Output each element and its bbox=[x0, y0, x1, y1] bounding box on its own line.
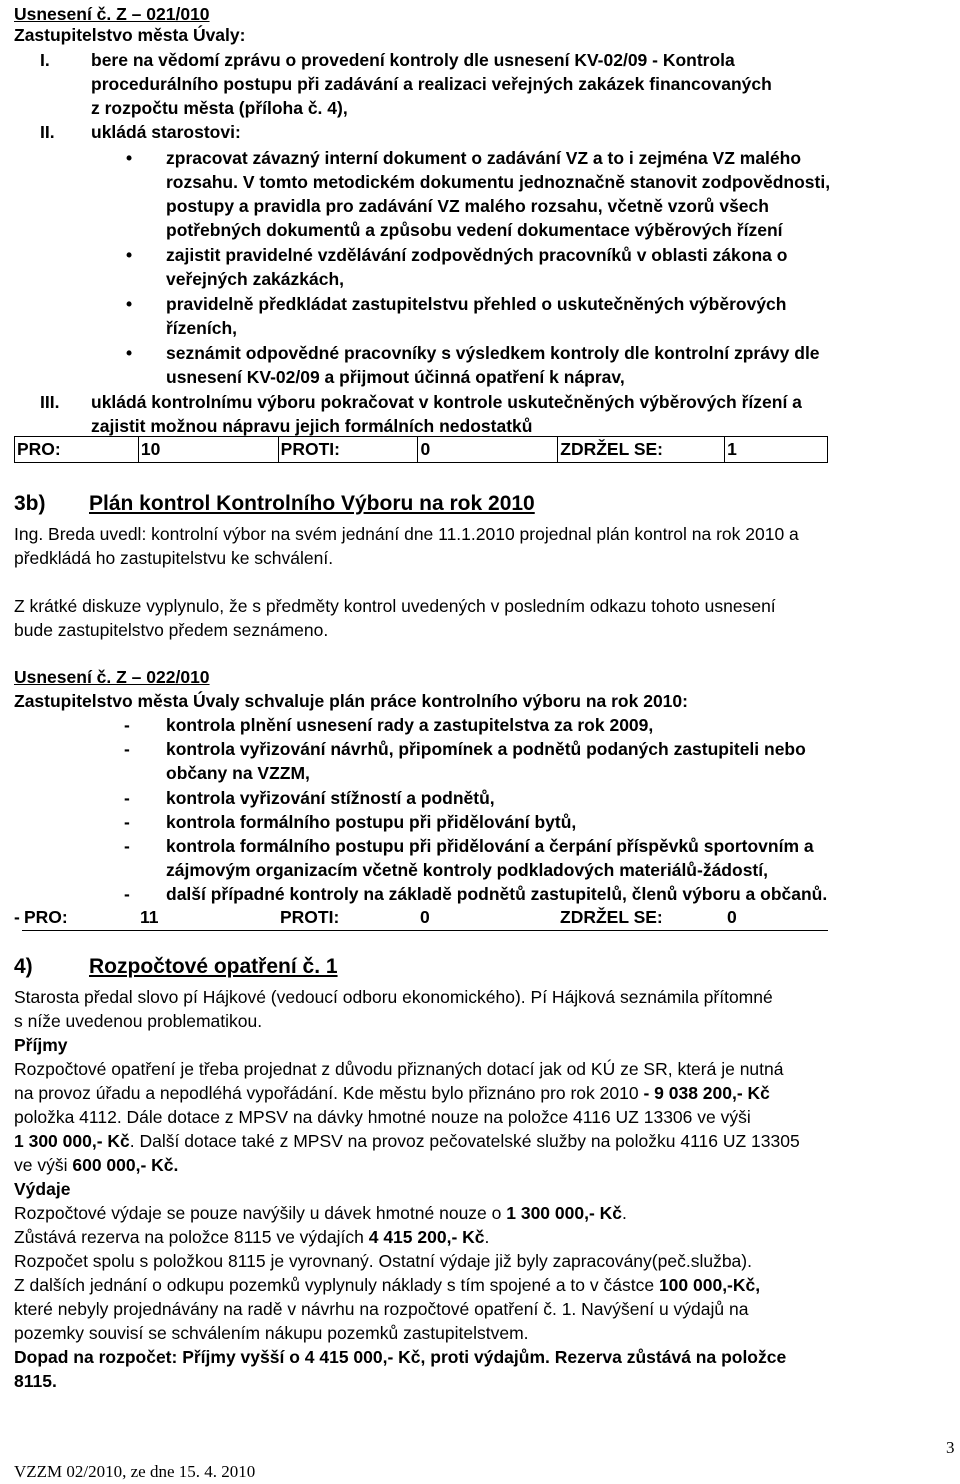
item-i-number: I. bbox=[40, 50, 50, 70]
item-i-line: z rozpočtu města (příloha č. 4), bbox=[91, 98, 348, 118]
plan-item: kontrola plnění usnesení rady a zastupitelstva za rok 2009, bbox=[166, 715, 654, 735]
bullet-line: veřejných zakázkách, bbox=[166, 269, 345, 289]
vote-pro-value: 11 bbox=[138, 904, 278, 930]
vydaje-line: pozemky souvisí se schválením nákupu pozemků zastupitelstvem. bbox=[14, 1323, 529, 1343]
plan-item: zájmovým organizacím včetně kontroly podkladových materiálů-žádostí, bbox=[166, 860, 768, 880]
dash-marker: - bbox=[124, 788, 130, 808]
bullet-line: rozsahu. V tomto metodickém dokumentu jednoznačně stanovit zodpovědnosti, bbox=[166, 172, 831, 192]
plan-item: kontrola vyřizování návrhů, připomínek a podnětů podaných zastupiteli nebo bbox=[166, 739, 806, 759]
section-4-title: Rozpočtové opatření č. 1 bbox=[89, 955, 338, 978]
item-iii-number: III. bbox=[40, 392, 60, 412]
dash-marker: - bbox=[124, 812, 130, 832]
resolution-022-title: Usnesení č. Z – 022/010 bbox=[14, 667, 210, 687]
vydaje-amount: 1 300 000,- Kč bbox=[506, 1203, 623, 1223]
prijmy-line bbox=[14, 1153, 178, 1178]
prijmy-line: položka 4112. Dále dotace z MPSV na dávky hmotné nouze na položce 4116 UZ 13306 ve výši bbox=[14, 1107, 751, 1127]
bullet-icon: • bbox=[126, 245, 133, 265]
plan-item: další případné kontroly na základě podnětů zastupitelů, členů výboru a občanů. bbox=[166, 884, 828, 904]
budget-impact-summary: Dopad na rozpočet: Příjmy vyšší o 4 415 000,- Kč, proti výdajům. Rezerva zůstává na položce bbox=[14, 1347, 787, 1367]
vote-pro-value: 10 bbox=[138, 437, 278, 463]
budget-impact-summary: 8115. bbox=[14, 1371, 57, 1391]
dash-marker: - bbox=[124, 715, 130, 735]
vydaje-line: Rozpočet spolu s položkou 8115 je vyrovnaný. Ostatní výdaje již byly zapracovány(peč.služba). bbox=[14, 1251, 752, 1271]
prijmy-heading: Příjmy bbox=[14, 1035, 68, 1055]
resolution-021-intro: Zastupitelstvo města Úvaly: bbox=[14, 25, 246, 45]
item-ii-number: II. bbox=[40, 122, 55, 142]
vote-proti-value: 0 bbox=[418, 904, 558, 930]
prijmy-line bbox=[14, 1081, 770, 1106]
resolution-021-title: Usnesení č. Z – 021/010 bbox=[14, 4, 210, 24]
vydaje-text: . bbox=[484, 1227, 490, 1247]
bullet-line: řízeních, bbox=[166, 318, 237, 338]
vydaje-line bbox=[14, 1225, 489, 1250]
bullet-line: pravidelně předkládat zastupitelstvu přehled o uskutečněných výběrových bbox=[166, 294, 787, 314]
vydaje-text: Z dalších jednání o odkupu pozemků vyplynuly náklady s tím spojené a to v částce bbox=[14, 1275, 659, 1295]
vote-pro-label: PRO: bbox=[15, 437, 139, 463]
section-4-intro: Starosta předal slovo pí Hájkové (vedoucí odboru ekonomického). Pí Hájková seznámila přítomné bbox=[14, 987, 773, 1007]
vydaje-heading: Výdaje bbox=[14, 1179, 71, 1199]
vote-proti-label: PROTI: bbox=[278, 904, 418, 930]
vydaje-line bbox=[14, 1201, 627, 1226]
resolution-022-intro: Zastupitelstvo města Úvaly schvaluje plán práce kontrolního výboru na rok 2010: bbox=[14, 691, 688, 711]
bullet-icon: • bbox=[126, 148, 133, 168]
vote-zdrzel-value: 0 bbox=[725, 904, 828, 930]
dash-marker: - bbox=[124, 884, 130, 904]
item-i-line: procedurálního postupu při zadávání a realizaci veřejných zakázek financovaných bbox=[91, 74, 772, 94]
vydaje-line: které nebyly projednávány na radě v návrhu na rozpočtové opatření č. 1. Navýšení u výdajů na bbox=[14, 1299, 749, 1319]
bullet-line: zpracovat závazný interní dokument o zadávání VZ a to i zejména VZ malého bbox=[166, 148, 802, 168]
section-3b-paragraph: Ing. Breda uvedl: kontrolní výbor na svém jednání dne 11.1.2010 projednal plán kontrol na rok 2010 a bbox=[14, 524, 799, 544]
plan-item: kontrola formálního postupu při přidělování a čerpání příspěvků sportovním a bbox=[166, 836, 814, 856]
section-4-intro: s níže uvedenou problematikou. bbox=[14, 1011, 263, 1031]
vydaje-line bbox=[14, 1273, 760, 1298]
bullet-line: usnesení KV-02/09 a přijmout účinná opatření k náprav, bbox=[166, 367, 625, 387]
prijmy-line: Rozpočtové opatření je třeba projednat z důvodu přiznaných dotací jak od KÚ ze SR, která je nutná bbox=[14, 1059, 784, 1079]
vydaje-text: . bbox=[622, 1203, 627, 1223]
plan-item: občany na VZZM, bbox=[166, 763, 310, 783]
vote-zdrzel-value: 1 bbox=[725, 437, 828, 463]
vote-zdrzel-label: ZDRŽEL SE: bbox=[558, 904, 725, 930]
prijmy-amount: - 9 038 200,- Kč bbox=[643, 1083, 770, 1103]
vote-lead-dash: - bbox=[14, 907, 20, 927]
item-ii-text: ukládá starostovi: bbox=[91, 122, 241, 142]
vote-zdrzel-label: ZDRŽEL SE: bbox=[558, 437, 725, 463]
item-iii-line: ukládá kontrolnímu výboru pokračovat v kontrole uskutečněných výběrových řízení a bbox=[91, 392, 802, 412]
bullet-icon: • bbox=[126, 343, 133, 363]
section-3b-number: 3b) bbox=[14, 492, 46, 515]
vote-table-022 bbox=[22, 904, 828, 931]
page-number: 3 bbox=[946, 1438, 955, 1457]
plan-item: kontrola formálního postupu při přidělování bytů, bbox=[166, 812, 577, 832]
prijmy-text: ve výši bbox=[14, 1155, 73, 1175]
vydaje-amount: 100 000,-Kč, bbox=[658, 1275, 761, 1295]
bullet-icon: • bbox=[126, 294, 133, 314]
prijmy-amount: 1 300 000,- Kč bbox=[14, 1131, 130, 1151]
item-i-line: bere na vědomí zprávu o provedení kontroly dle usnesení KV-02/09 - Kontrola bbox=[91, 50, 735, 70]
section-3b-paragraph: předkládá ho zastupitelstvu ke schválení. bbox=[14, 548, 334, 568]
section-3b-paragraph: Z krátké diskuze vyplynulo, že s předměty kontrol uvedených v posledním odkazu tohoto usnesení bbox=[14, 596, 776, 616]
bullet-line: zajistit pravidelné vzdělávání zodpovědných pracovníků v oblasti zákona o bbox=[166, 245, 788, 265]
prijmy-line bbox=[14, 1129, 800, 1154]
vydaje-amount: 4 415 200,- Kč bbox=[368, 1227, 485, 1247]
plan-item: kontrola vyřizování stížností a podnětů, bbox=[166, 788, 495, 808]
bullet-line: seznámit odpovědné pracovníky s výsledkem kontroly dle kontrolní zprávy dle bbox=[166, 343, 820, 363]
vote-pro-label: PRO: bbox=[22, 904, 138, 930]
vote-proti-value: 0 bbox=[418, 437, 558, 463]
section-3b-paragraph: bude zastupitelstvo předem seznámeno. bbox=[14, 620, 329, 640]
vote-proti-label: PROTI: bbox=[278, 437, 418, 463]
section-3b-title: Plán kontrol Kontrolního Výboru na rok 2010 bbox=[89, 492, 535, 515]
prijmy-amount: 600 000,- Kč. bbox=[72, 1155, 179, 1175]
vydaje-text: Zůstává rezerva na položce 8115 ve výdajích bbox=[14, 1227, 369, 1247]
dash-marker: - bbox=[124, 836, 130, 856]
dash-marker: - bbox=[124, 739, 130, 759]
vydaje-text: Rozpočtové výdaje se pouze navýšily u dávek hmotné nouze o bbox=[14, 1203, 507, 1223]
page-footer: VZZM 02/2010, ze dne 15. 4. 2010 bbox=[14, 1462, 256, 1481]
prijmy-text: na provoz úřadu a nepodléhá vypořádání. Kde městu bylo přiznáno pro rok 2010 bbox=[14, 1083, 644, 1103]
bullet-line: postupy a pravidla pro zadávání VZ malého rozsahu, včetně vzorů všech bbox=[166, 196, 769, 216]
prijmy-text: . Další dotace také z MPSV na provoz pečovatelské služby na položku 4116 UZ 13305 bbox=[129, 1131, 800, 1151]
vote-table-021 bbox=[14, 436, 828, 463]
section-4-number: 4) bbox=[14, 955, 33, 978]
bullet-line: potřebných dokumentů a způsobu vedení dokumentace výběrových řízení bbox=[166, 220, 783, 240]
item-iii-line: zajistit možnou nápravu jejich formálních nedostatků bbox=[91, 416, 533, 436]
